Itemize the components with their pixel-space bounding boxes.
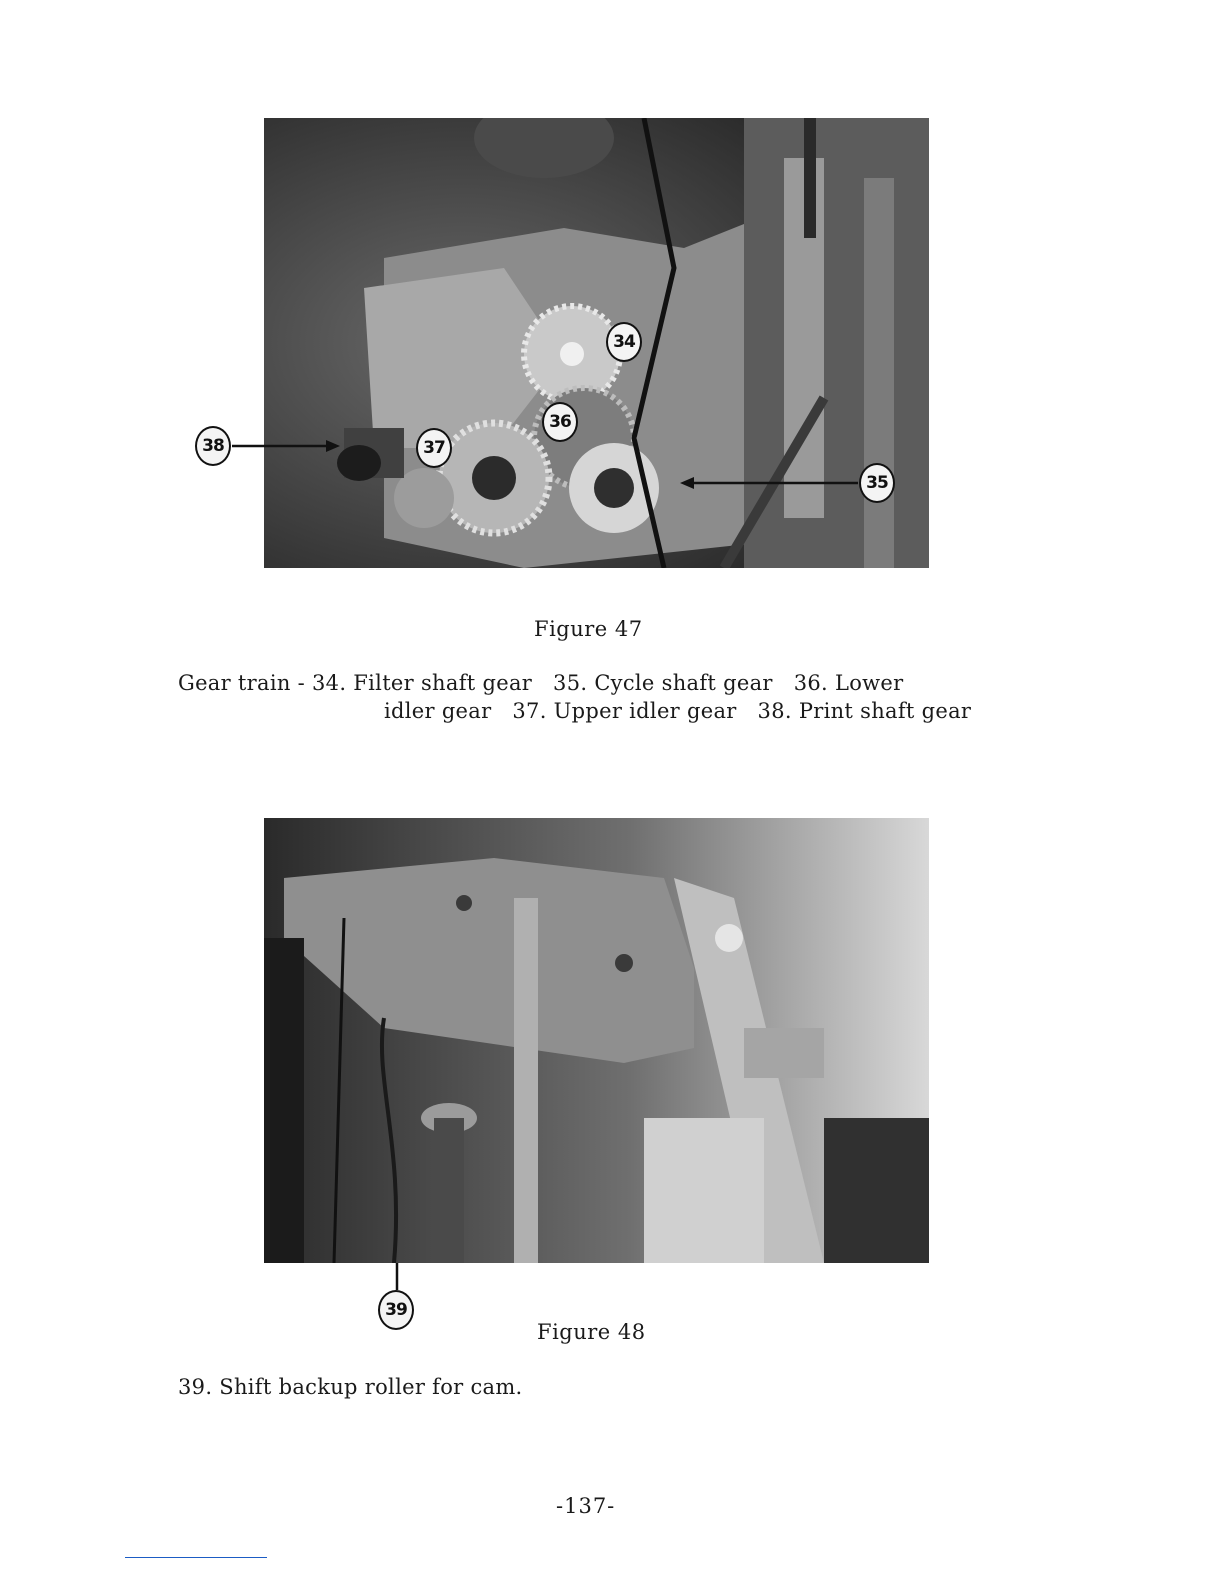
figure-48-photo: [264, 818, 929, 1263]
callout-35: 35: [859, 463, 895, 503]
page-number: -137-: [556, 1494, 616, 1518]
callout-39: 39: [378, 1290, 414, 1330]
figure-48-caption: 39. Shift backup roller for cam.: [178, 1375, 523, 1399]
callout-34: 34: [606, 322, 642, 362]
shift-mechanism-illustration: [264, 818, 929, 1263]
figure-47-photo: [264, 118, 929, 568]
callout-36: 36: [542, 402, 578, 442]
footer-rule: [125, 1557, 267, 1558]
figure-47-caption-line-2: idler gear 37. Upper idler gear 38. Print shaft gear: [384, 699, 972, 723]
figure-47-caption-line-1: Gear train - 34. Filter shaft gear 35. Cycle shaft gear 36. Lower: [178, 671, 904, 695]
gear-train-illustration: [264, 118, 929, 568]
figure-48-title: Figure 48: [537, 1320, 646, 1344]
callout-37: 37: [416, 428, 452, 468]
figure-47-title: Figure 47: [534, 617, 643, 641]
callout-38: 38: [195, 426, 231, 466]
